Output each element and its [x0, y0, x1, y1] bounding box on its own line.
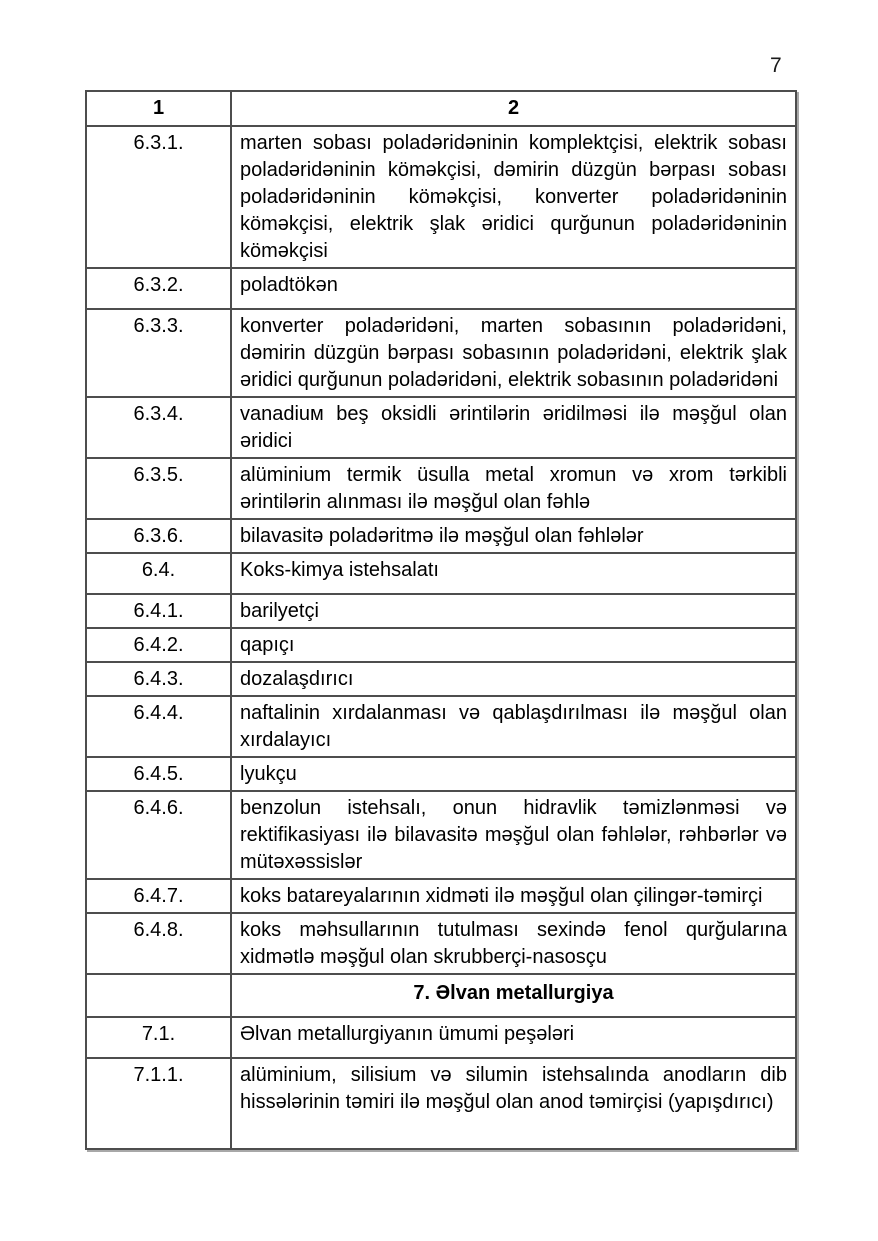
table-row	[86, 662, 796, 696]
row-number-cell: 6.3.3.	[86, 309, 231, 397]
row-text-cell: alüminium, silisium və silumin istehsalında anodların dib hissələrinin təmiri ilə məşğul olan anod təmirçisi (yapışdırıcı)	[231, 1058, 796, 1149]
table-row	[86, 791, 796, 879]
row-text-cell: lyukçu	[231, 757, 796, 791]
table-row	[86, 1017, 796, 1058]
row-text-cell: barilyetçi	[231, 594, 796, 628]
row-number-cell: 7.1.1.	[86, 1058, 231, 1149]
row-text-cell: konverter poladəridəni, marten sobasının poladəridəni, dəmirin düzgün bərpası sobasının poladəridəni, elektrik şlak əridici qurğunun poladəridəni, elektrik sobasının poladəridəni	[231, 309, 796, 397]
table-header-row	[86, 91, 796, 126]
row-text-cell: vanadiuм beş oksidli ərintilərin əridilməsi ilə məşğul olan əridici	[231, 397, 796, 458]
row-number-cell: 6.4.	[86, 553, 231, 594]
row-text-cell: poladtökən	[231, 268, 796, 309]
header-col2: 2	[231, 91, 796, 126]
row-number-cell	[86, 974, 231, 1017]
row-text-cell: dozalaşdırıcı	[231, 662, 796, 696]
row-number-cell: 6.4.7.	[86, 879, 231, 913]
table-row	[86, 696, 796, 757]
professions-table	[85, 90, 797, 1150]
section-title: 7. Əlvan metallurgiya	[231, 974, 796, 1017]
table-row	[86, 126, 796, 268]
row-text-cell: Əlvan metallurgiyanın ümumi peşələri	[231, 1017, 796, 1058]
table-row	[86, 519, 796, 553]
table-row	[86, 879, 796, 913]
table-row	[86, 397, 796, 458]
table-row	[86, 913, 796, 974]
row-text-cell: benzolun istehsalı, onun hidravlik təmizlənməsi və rektifikasiyası ilə bilavasitə məşğul olan fəhlələr, rəhbərlər və mütəxəssislər	[231, 791, 796, 879]
row-number-cell: 6.4.2.	[86, 628, 231, 662]
row-text-cell: qapıçı	[231, 628, 796, 662]
row-number-cell: 6.4.5.	[86, 757, 231, 791]
table-row	[86, 628, 796, 662]
table-row	[86, 1058, 796, 1149]
row-number-cell: 6.3.5.	[86, 458, 231, 519]
row-number-cell: 6.3.2.	[86, 268, 231, 309]
section-header-row	[86, 974, 796, 1017]
table-row	[86, 309, 796, 397]
row-text-cell: alüminium termik üsulla metal xromun və xrom tərkibli ərintilərin alınması ilə məşğul olan fəhlə	[231, 458, 796, 519]
row-text-cell: koks batareyalarının xidməti ilə məşğul olan çilingər-təmirçi	[231, 879, 796, 913]
row-number-cell: 6.3.6.	[86, 519, 231, 553]
table-row	[86, 458, 796, 519]
row-number-cell: 6.3.1.	[86, 126, 231, 268]
row-number-cell: 6.4.4.	[86, 696, 231, 757]
table-row	[86, 757, 796, 791]
row-number-cell: 7.1.	[86, 1017, 231, 1058]
row-number-cell: 6.4.8.	[86, 913, 231, 974]
row-text-cell: Koks-kimya istehsalatı	[231, 553, 796, 594]
row-text-cell: bilavasitə poladəritmə ilə məşğul olan fəhlələr	[231, 519, 796, 553]
row-text-cell: marten sobası poladəridəninin komplektçisi, elektrik sobası poladəridəninin köməkçisi, dəmirin düzgün bərpası sobası poladəridəninin köməkçisi, konverter poladəridəninin köməkçisi, elektrik şlak əridici qurğunun poladəridəninin köməkçisi	[231, 126, 796, 268]
table-row	[86, 594, 796, 628]
row-text-cell: koks məhsullarının tutulması sexində fenol qurğularına xidmətlə məşğul olan skrubberçi-nasosçu	[231, 913, 796, 974]
row-number-cell: 6.4.6.	[86, 791, 231, 879]
table-row	[86, 553, 796, 594]
row-text-cell: naftalinin xırdalanması və qablaşdırılması ilə məşğul olan xırdalayıcı	[231, 696, 796, 757]
row-number-cell: 6.4.3.	[86, 662, 231, 696]
header-col1: 1	[86, 91, 231, 126]
page-number: 7	[770, 54, 782, 77]
row-number-cell: 6.4.1.	[86, 594, 231, 628]
row-number-cell: 6.3.4.	[86, 397, 231, 458]
table-row	[86, 268, 796, 309]
